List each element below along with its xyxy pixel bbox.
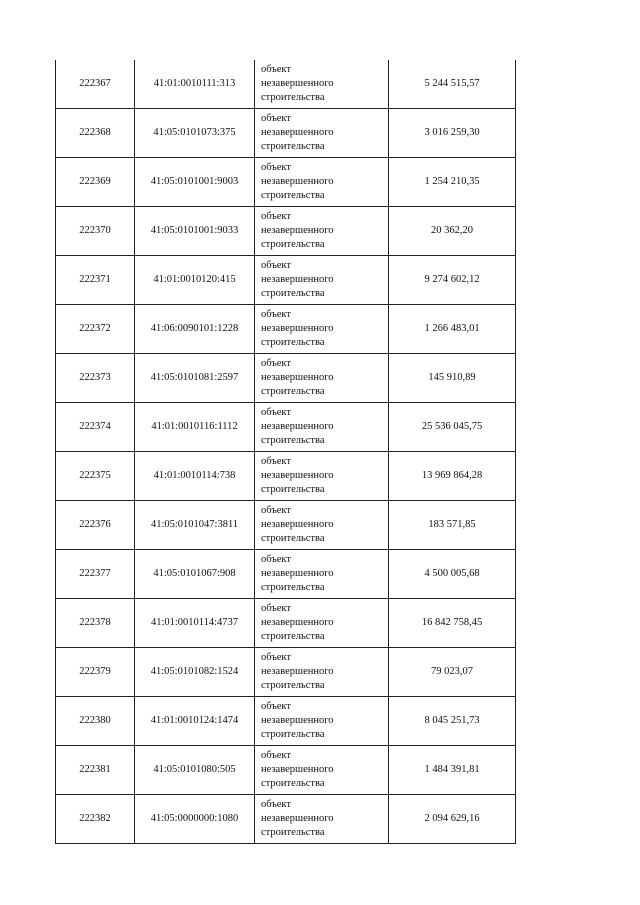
record-number-cell: 222375	[56, 452, 135, 501]
cadastral-number-cell: 41:06:0090101:1228	[135, 305, 255, 354]
table-row	[56, 305, 516, 354]
object-type-line: строительства	[261, 631, 325, 642]
object-type-line: строительства	[261, 288, 325, 299]
record-number-cell: 222370	[56, 207, 135, 256]
object-type-line: строительства	[261, 484, 325, 495]
cadastral-value-cell: 5 244 515,57	[389, 60, 516, 109]
object-type-line: незавершенного	[261, 617, 334, 628]
table-row	[56, 501, 516, 550]
object-type-line: незавершенного	[261, 421, 334, 432]
object-type-line: незавершенного	[261, 323, 334, 334]
object-type-cell	[255, 403, 389, 452]
object-type-cell	[255, 648, 389, 697]
object-type-line: строительства	[261, 239, 325, 250]
object-type-line: незавершенного	[261, 225, 334, 236]
object-type-line: объект	[261, 211, 291, 222]
table-row	[56, 697, 516, 746]
cadastral-value-cell: 1 254 210,35	[389, 158, 516, 207]
object-type-line: объект	[261, 505, 291, 516]
cadastral-number-cell: 41:01:0010114:4737	[135, 599, 255, 648]
cadastral-number-cell: 41:01:0010114:738	[135, 452, 255, 501]
object-type-line: строительства	[261, 827, 325, 838]
object-type-line: объект	[261, 603, 291, 614]
cadastral-number-cell: 41:05:0000000:1080	[135, 795, 255, 844]
object-type-line: строительства	[261, 533, 325, 544]
table-row	[56, 550, 516, 599]
object-type-line: объект	[261, 750, 291, 761]
object-type-cell	[255, 501, 389, 550]
object-type-line: незавершенного	[261, 470, 334, 481]
cadastral-value-cell: 79 023,07	[389, 648, 516, 697]
object-type-line: незавершенного	[261, 764, 334, 775]
cadastral-value-cell: 3 016 259,30	[389, 109, 516, 158]
object-type-line: строительства	[261, 680, 325, 691]
object-type-line: строительства	[261, 141, 325, 152]
object-type-cell	[255, 354, 389, 403]
cadastral-number-cell: 41:05:0101001:9003	[135, 158, 255, 207]
object-type-line: строительства	[261, 190, 325, 201]
record-number-cell: 222381	[56, 746, 135, 795]
cadastral-number-cell: 41:05:0101073:375	[135, 109, 255, 158]
cadastral-number-cell: 41:05:0101082:1524	[135, 648, 255, 697]
record-number-cell: 222376	[56, 501, 135, 550]
record-number-cell: 222369	[56, 158, 135, 207]
record-number-cell: 222379	[56, 648, 135, 697]
object-type-line: объект	[261, 113, 291, 124]
object-type-cell	[255, 109, 389, 158]
object-type-cell	[255, 207, 389, 256]
table-row	[56, 60, 516, 109]
object-type-line: строительства	[261, 386, 325, 397]
cadastral-value-cell: 16 842 758,45	[389, 599, 516, 648]
object-type-line: незавершенного	[261, 274, 334, 285]
record-number-cell: 222367	[56, 60, 135, 109]
object-type-line: объект	[261, 554, 291, 565]
object-type-cell	[255, 697, 389, 746]
cadastral-number-cell: 41:01:0010124:1474	[135, 697, 255, 746]
table-body	[56, 60, 516, 844]
record-number-cell: 222378	[56, 599, 135, 648]
table-row	[56, 795, 516, 844]
object-type-line: строительства	[261, 729, 325, 740]
cadastral-value-cell: 4 500 005,68	[389, 550, 516, 599]
table-row	[56, 746, 516, 795]
object-type-cell	[255, 158, 389, 207]
object-type-line: объект	[261, 64, 291, 75]
object-type-cell	[255, 256, 389, 305]
object-type-line: незавершенного	[261, 813, 334, 824]
object-type-line: объект	[261, 260, 291, 271]
object-type-line: объект	[261, 309, 291, 320]
object-type-cell	[255, 795, 389, 844]
cadastral-value-cell: 20 362,20	[389, 207, 516, 256]
record-number-cell: 222382	[56, 795, 135, 844]
table-row	[56, 648, 516, 697]
cadastral-number-cell: 41:01:0010116:1112	[135, 403, 255, 452]
table-row	[56, 109, 516, 158]
record-number-cell: 222373	[56, 354, 135, 403]
table-row	[56, 207, 516, 256]
cadastral-number-cell: 41:05:0101067:908	[135, 550, 255, 599]
table-row	[56, 256, 516, 305]
record-number-cell: 222371	[56, 256, 135, 305]
object-type-cell	[255, 452, 389, 501]
table-row	[56, 403, 516, 452]
record-number-cell: 222380	[56, 697, 135, 746]
cadastral-number-cell: 41:01:0010111:313	[135, 60, 255, 109]
object-type-line: строительства	[261, 92, 325, 103]
cadastral-number-cell: 41:05:0101080:505	[135, 746, 255, 795]
object-type-cell	[255, 746, 389, 795]
table-row	[56, 452, 516, 501]
cadastral-value-cell: 145 910,89	[389, 354, 516, 403]
object-type-line: объект	[261, 652, 291, 663]
object-type-line: объект	[261, 358, 291, 369]
object-type-cell	[255, 60, 389, 109]
cadastral-value-cell: 183 571,85	[389, 501, 516, 550]
record-number-cell: 222377	[56, 550, 135, 599]
cadastral-number-cell: 41:05:0101001:9033	[135, 207, 255, 256]
table-row	[56, 599, 516, 648]
object-type-line: строительства	[261, 435, 325, 446]
object-type-line: незавершенного	[261, 568, 334, 579]
cadastral-value-cell: 2 094 629,16	[389, 795, 516, 844]
object-type-cell	[255, 305, 389, 354]
cadastral-value-cell: 25 536 045,75	[389, 403, 516, 452]
object-type-line: объект	[261, 407, 291, 418]
object-type-line: строительства	[261, 582, 325, 593]
object-type-line: объект	[261, 162, 291, 173]
table-row	[56, 158, 516, 207]
object-type-line: незавершенного	[261, 372, 334, 383]
cadastral-value-cell: 13 969 864,28	[389, 452, 516, 501]
record-number-cell: 222374	[56, 403, 135, 452]
record-number-cell: 222372	[56, 305, 135, 354]
object-type-line: объект	[261, 799, 291, 810]
object-type-line: незавершенного	[261, 78, 334, 89]
cadastral-value-cell: 1 484 391,81	[389, 746, 516, 795]
table-row	[56, 354, 516, 403]
object-type-line: незавершенного	[261, 176, 334, 187]
cadastral-number-cell: 41:05:0101081:2597	[135, 354, 255, 403]
object-type-line: незавершенного	[261, 715, 334, 726]
cadastral-value-table	[55, 60, 516, 844]
object-type-line: строительства	[261, 337, 325, 348]
object-type-line: объект	[261, 456, 291, 467]
object-type-line: строительства	[261, 778, 325, 789]
record-number-cell: 222368	[56, 109, 135, 158]
cadastral-number-cell: 41:01:0010120:415	[135, 256, 255, 305]
object-type-cell	[255, 599, 389, 648]
cadastral-value-cell: 8 045 251,73	[389, 697, 516, 746]
object-type-line: незавершенного	[261, 127, 334, 138]
object-type-cell	[255, 550, 389, 599]
object-type-line: объект	[261, 701, 291, 712]
cadastral-value-cell: 1 266 483,01	[389, 305, 516, 354]
cadastral-value-cell: 9 274 602,12	[389, 256, 516, 305]
object-type-line: незавершенного	[261, 519, 334, 530]
object-type-line: незавершенного	[261, 666, 334, 677]
cadastral-number-cell: 41:05:0101047:3811	[135, 501, 255, 550]
